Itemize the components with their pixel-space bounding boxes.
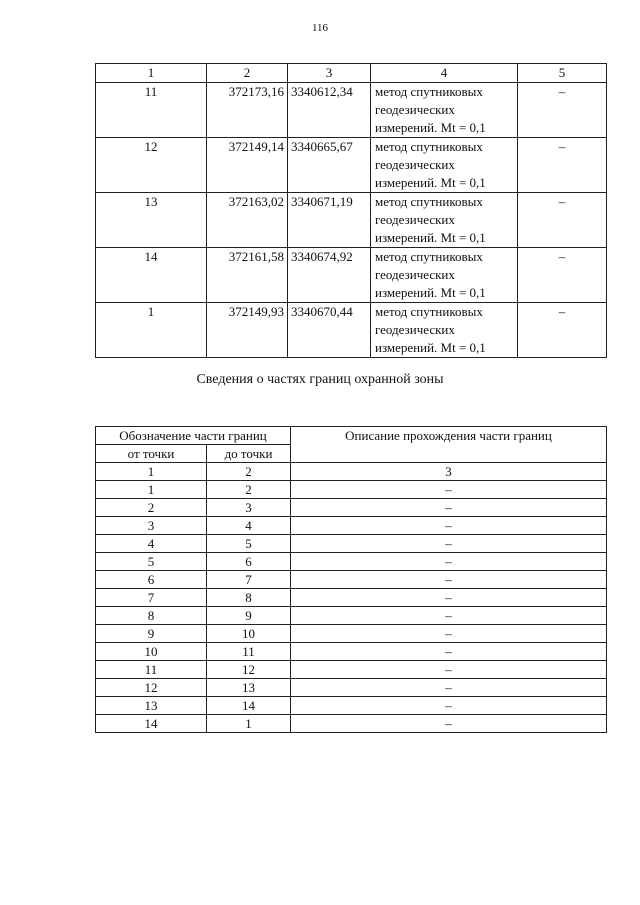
note-cell: – (518, 138, 607, 193)
coordinate-y: 3340670,44 (288, 303, 371, 358)
numbering-1: 1 (96, 463, 207, 481)
determination-method: метод спутниковых геодезических измерений. Mt = 0,1 (371, 248, 518, 303)
section-title: Сведения о частях границ охранной зоны (196, 372, 444, 387)
header-part-description: Описание прохождения части границ (291, 427, 607, 463)
part-description: – (291, 643, 607, 661)
coordinate-y: 3340612,34 (288, 83, 371, 138)
coordinate-x: 372161,58 (207, 248, 288, 303)
table-row (96, 715, 607, 733)
table-row (96, 679, 607, 697)
from-point: 7 (96, 589, 207, 607)
note-cell: – (518, 83, 607, 138)
part-description: – (291, 517, 607, 535)
page-number: 116 (311, 22, 329, 34)
table-row (96, 697, 607, 715)
from-point: 13 (96, 697, 207, 715)
point-number: 1 (96, 303, 207, 358)
from-point: 6 (96, 571, 207, 589)
part-description: – (291, 679, 607, 697)
determination-method: метод спутниковых геодезических измерений. Mt = 0,1 (371, 193, 518, 248)
coordinate-y: 3340674,92 (288, 248, 371, 303)
table-row (96, 499, 607, 517)
column-number-1: 1 (96, 64, 207, 83)
to-point: 3 (207, 499, 291, 517)
column-number-4: 4 (371, 64, 518, 83)
from-point: 9 (96, 625, 207, 643)
table-row (96, 83, 607, 138)
from-point: 1 (96, 481, 207, 499)
header-from-point: от точки (96, 445, 207, 463)
from-point: 2 (96, 499, 207, 517)
determination-method: метод спутниковых геодезических измерений. Mt = 0,1 (371, 303, 518, 358)
note-cell: – (518, 303, 607, 358)
to-point: 10 (207, 625, 291, 643)
determination-method: метод спутниковых геодезических измерений. Mt = 0,1 (371, 138, 518, 193)
coordinates-table (95, 63, 607, 358)
to-point: 12 (207, 661, 291, 679)
point-number: 14 (96, 248, 207, 303)
numbering-2: 2 (207, 463, 291, 481)
table-row (96, 193, 607, 248)
point-number: 12 (96, 138, 207, 193)
to-point: 11 (207, 643, 291, 661)
table-row (96, 138, 607, 193)
coordinate-y: 3340671,19 (288, 193, 371, 248)
table-row (96, 643, 607, 661)
coordinate-x: 372173,16 (207, 83, 288, 138)
to-point: 9 (207, 607, 291, 625)
note-cell: – (518, 248, 607, 303)
part-description: – (291, 535, 607, 553)
note-cell: – (518, 193, 607, 248)
table-row (96, 517, 607, 535)
from-point: 14 (96, 715, 207, 733)
point-number: 13 (96, 193, 207, 248)
coordinate-y: 3340665,67 (288, 138, 371, 193)
to-point: 6 (207, 553, 291, 571)
to-point: 1 (207, 715, 291, 733)
column-number-2: 2 (207, 64, 288, 83)
determination-method: метод спутниковых геодезических измерений. Mt = 0,1 (371, 83, 518, 138)
to-point: 14 (207, 697, 291, 715)
table-row (96, 481, 607, 499)
part-description: – (291, 697, 607, 715)
coordinate-x: 372149,14 (207, 138, 288, 193)
boundary-table-numbering (96, 463, 607, 481)
coordinate-x: 372163,02 (207, 193, 288, 248)
to-point: 5 (207, 535, 291, 553)
column-number-3: 3 (288, 64, 371, 83)
from-point: 12 (96, 679, 207, 697)
table-row (96, 571, 607, 589)
part-description: – (291, 589, 607, 607)
from-point: 3 (96, 517, 207, 535)
from-point: 11 (96, 661, 207, 679)
coordinates-table-header (96, 64, 607, 83)
table-row (96, 607, 607, 625)
to-point: 7 (207, 571, 291, 589)
from-point: 8 (96, 607, 207, 625)
part-description: – (291, 481, 607, 499)
numbering-3: 3 (291, 463, 607, 481)
table-row (96, 553, 607, 571)
from-point: 10 (96, 643, 207, 661)
boundary-parts-table (95, 426, 607, 733)
from-point: 5 (96, 553, 207, 571)
part-description: – (291, 625, 607, 643)
part-description: – (291, 715, 607, 733)
part-description: – (291, 661, 607, 679)
to-point: 4 (207, 517, 291, 535)
to-point: 8 (207, 589, 291, 607)
from-point: 4 (96, 535, 207, 553)
header-part-designation: Обозначение части границ (96, 427, 291, 445)
table-row (96, 535, 607, 553)
table-row (96, 625, 607, 643)
part-description: – (291, 553, 607, 571)
table-row (96, 661, 607, 679)
boundary-table-header (96, 427, 607, 445)
table-row (96, 589, 607, 607)
coordinate-x: 372149,93 (207, 303, 288, 358)
part-description: – (291, 571, 607, 589)
to-point: 13 (207, 679, 291, 697)
table-row (96, 303, 607, 358)
table-row (96, 248, 607, 303)
part-description: – (291, 499, 607, 517)
point-number: 11 (96, 83, 207, 138)
header-to-point: до точки (207, 445, 291, 463)
part-description: – (291, 607, 607, 625)
to-point: 2 (207, 481, 291, 499)
column-number-5: 5 (518, 64, 607, 83)
